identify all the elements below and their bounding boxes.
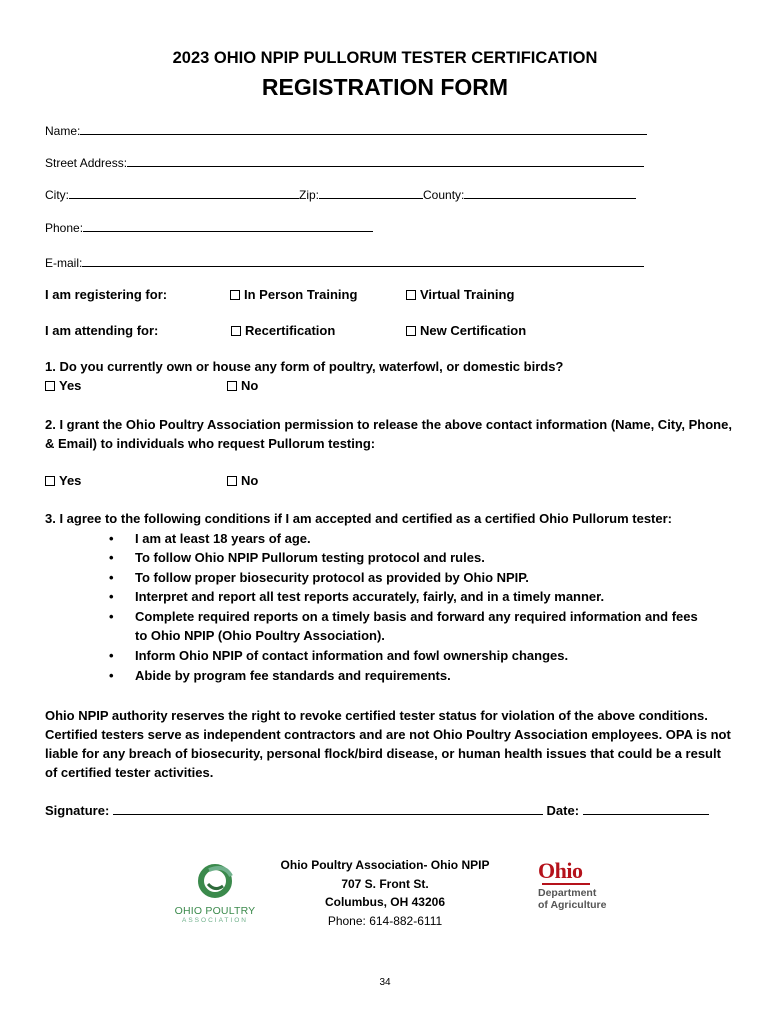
page-number: 34 [379,977,391,988]
phone-field-row [45,220,373,235]
bullet-icon: • [109,648,114,663]
q1-no-option[interactable] [227,378,258,393]
bullet-icon: • [109,609,114,624]
recertification-option[interactable] [231,323,335,338]
county-input-line[interactable] [464,187,636,199]
form-title-line1: 2023 OHIO NPIP PULLORUM TESTER CERTIFICATION [172,49,598,67]
in-person-checkbox[interactable] [230,290,240,300]
q1-yes-option[interactable] [45,378,81,393]
footer-street: 707 S. Front St. [341,876,429,891]
bullet-icon: • [109,589,114,604]
phone-input-line[interactable] [83,220,373,232]
condition-item: • I am at least 18 years of age. [109,531,311,546]
footer-phone: Phone: 614-882-6111 [327,913,443,928]
form-title-line2: REGISTRATION FORM [261,74,509,100]
recertification-checkbox[interactable] [231,326,241,336]
condition-item: • Inform Ohio NPIP of contact information and fowl ownership changes. [109,648,569,663]
email-input-line[interactable] [82,255,644,267]
q2-no-label: No [241,473,259,488]
zip-input-line[interactable] [319,187,423,199]
bullet-icon: • [109,550,114,565]
opa-logo-name: OHIO POULTRY [174,905,256,917]
condition-item: • Complete required reports on a timely basis and forward any required information and fees [109,609,698,624]
virtual-label: Virtual Training [420,287,515,302]
date-input-line[interactable] [583,802,709,815]
city-input-line[interactable] [69,187,299,199]
condition-item-continuation: to Ohio NPIP (Ohio Poultry Association). [135,628,385,643]
q2-no-option[interactable] [227,473,258,488]
bullet-icon: • [109,531,114,546]
q1-no-label: No [241,378,259,393]
email-field-row [45,255,644,270]
q1-no-checkbox[interactable] [227,381,237,391]
condition-item: • To follow proper biosecurity protocol as provided by Ohio NPIP. [109,570,529,585]
footer-address [250,856,520,930]
street-input-line[interactable] [127,155,644,167]
street-field-row [45,155,644,170]
new-certification-label: New Certification [420,323,527,338]
name-field-row [45,123,647,138]
email-label: E-mail: [45,256,83,270]
ag-logo-line1: Department [538,887,597,899]
new-certification-option[interactable] [406,323,526,338]
footer-org-name: Ohio Poultry Association- Ohio NPIP [280,858,490,872]
city-zip-county-row [45,187,636,202]
condition-item: • To follow Ohio NPIP Pullorum testing protocol and rules. [109,550,485,565]
disclaimer-paragraph: Ohio NPIP authority reserves the right to revoke certified tester status for violation of the above conditions. Certified testers serve as independent contractors and are not Ohio Poultry Association employees. OPA is not liable for any breach of biosecurity, personal flock/bird disease, or human health issues that could be a result of certified tester activities. [45,708,731,780]
bullet-icon: • [109,570,114,585]
footer-city: Columbus, OH 43206 [324,895,446,909]
ohio-logo-word: Ohio [538,858,583,883]
ohio-logo-underline [542,883,590,885]
opa-logo-subtitle: ASSOCIATION [182,917,248,924]
condition-item: • Interpret and report all test reports accurately, fairly, and in a timely manner. [109,589,605,604]
name-input-line[interactable] [80,123,647,135]
ag-logo-line2: of Agriculture [538,899,607,911]
virtual-option[interactable] [406,287,514,302]
city-label: City: [45,188,69,202]
date-label: Date: [546,803,580,818]
name-label: Name: [45,124,81,138]
in-person-label: In Person Training [244,287,358,302]
street-label: Street Address: [45,156,128,170]
bullet-icon: • [109,668,114,683]
county-label: County: [423,188,465,202]
ohio-department-of-agriculture-logo [538,860,618,918]
q1-yes-label: Yes [59,378,82,393]
q2-yes-label: Yes [59,473,82,488]
question-2-text: 2. I grant the Ohio Poultry Association permission to release the above contact information (Name, City, Phone, & Email) to individuals who request Pullorum testing: [45,417,732,451]
zip-label: Zip: [299,188,320,202]
recertification-label: Recertification [245,323,336,338]
question-3-text: 3. I agree to the following conditions if I am accepted and certified as a certified Ohio Pullorum tester: [45,511,673,526]
q2-no-checkbox[interactable] [227,476,237,486]
new-certification-checkbox[interactable] [406,326,416,336]
signature-input-line[interactable] [113,802,543,815]
q2-yes-checkbox[interactable] [45,476,55,486]
signature-row [45,802,709,818]
in-person-option[interactable] [230,287,357,302]
q2-yes-option[interactable] [45,473,81,488]
question-1-text: 1. Do you currently own or house any form of poultry, waterfowl, or domestic birds? [45,359,564,374]
q1-yes-checkbox[interactable] [45,381,55,391]
condition-item: • Abide by program fee standards and requirements. [109,668,451,683]
registering-label: I am registering for: [45,287,168,302]
attending-label: I am attending for: [45,323,159,338]
virtual-checkbox[interactable] [406,290,416,300]
signature-label: Signature: [45,803,110,818]
phone-label: Phone: [45,221,84,235]
